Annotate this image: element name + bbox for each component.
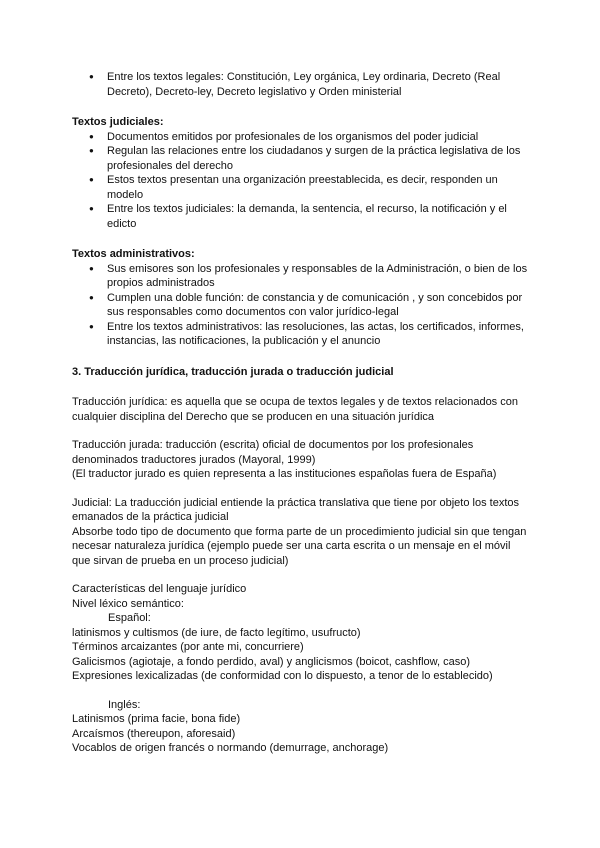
list-item: ● Documentos emitidos por profesionales de los organismos del poder judicial [72,130,530,145]
espanol-item: latinismos y cultismos (de iure, de facto legítimo, usufructo) [72,626,361,639]
list-item: ● Entre los textos administrativos: las resoluciones, las actas, los certificados, informes, instancias, las notificaciones, la publicación y el anuncio [72,320,530,349]
administrativos-heading: Textos administrativos: [72,248,195,260]
list-item: ● Estos textos presentan una organización preestablecida, es decir, responden un modelo [72,173,530,202]
list-item: ● Regulan las relaciones entre los ciudadanos y surgen de la práctica legislativa de los profesionales del derecho [72,144,530,173]
list-item: ● Sus emisores son los profesionales y responsables de la Administración, o bien de los propios administrados [72,262,530,291]
traduccion-jurada-paragraph: Traducción jurada: traducción (escrita) oficial de documentos por los profesionales denominados traductores jurados (Mayoral, 1999) [72,439,474,466]
espanol-label: Español: [108,612,151,624]
ingles-item: Latinismos (prima facie, bona fide) [72,713,241,725]
judicial-paragraph-2: Absorbe todo tipo de documento que forma parte de un procedimiento judicial sin que tengan necesar naturaleza jurídica (ejemplo puede ser una carta escrita o un mensaje en el móvil que sirvan de prueba en un proceso judicial) [72,525,527,567]
espanol-item: Términos arcaizantes (por ante mi, concurriere) [72,641,304,653]
ingles-item: Vocablos de origen francés o normando (demurrage, anchorage) [72,742,389,754]
espanol-item: Galicismos (agiotaje, a fondo perdido, aval) y anglicismos (boicot, cashflow, caso) [72,655,471,668]
list-item: ● Cumplen una doble función: de constancia y de comunicación , y son concebidos por sus responsables como documentos con valor jurídico-legal [72,291,530,320]
caracteristicas-title: Características del lenguaje jurídico [72,583,247,595]
section-3-heading: 3. Traducción jurídica, traducción jurada o traducción judicial [72,365,394,378]
traduccion-juridica-paragraph: Traducción jurídica: es aquella que se ocupa de textos legales y de textos relacionados con cualquier disciplina del Derecho que se producen en una situación jurídica [72,396,518,423]
legal-texts-list [72,70,530,99]
document-body [72,70,530,756]
list-item: ● Entre los textos judiciales: la demanda, la sentencia, el recurso, la notificación y el edicto [72,202,530,231]
judiciales-heading: Textos judiciales: [72,116,164,128]
list-item: ● Entre los textos legales: Constitución, Ley orgánica, Ley ordinaria, Decreto (Real Decreto), Decreto-ley, Decreto legislativo y Orden ministerial [72,70,530,99]
espanol-item: Expresiones lexicalizadas (de conformidad con lo dispuesto, a tenor de lo establecido) [72,670,493,682]
judiciales-list [72,130,530,232]
judicial-paragraph: Judicial: La traducción judicial entiende la práctica translativa que tiene por objeto los textos emanados de la práctica judicial [72,496,519,523]
ingles-label: Inglés: [108,698,141,711]
administrativos-list [72,262,530,349]
traduccion-jurada-note: (El traductor jurado es quien representa a las instituciones españolas fuera de España) [72,468,497,480]
nivel-lexico-label: Nivel léxico semántico: [72,597,184,610]
ingles-item: Arcaísmos (thereupon, aforesaid) [72,727,236,740]
